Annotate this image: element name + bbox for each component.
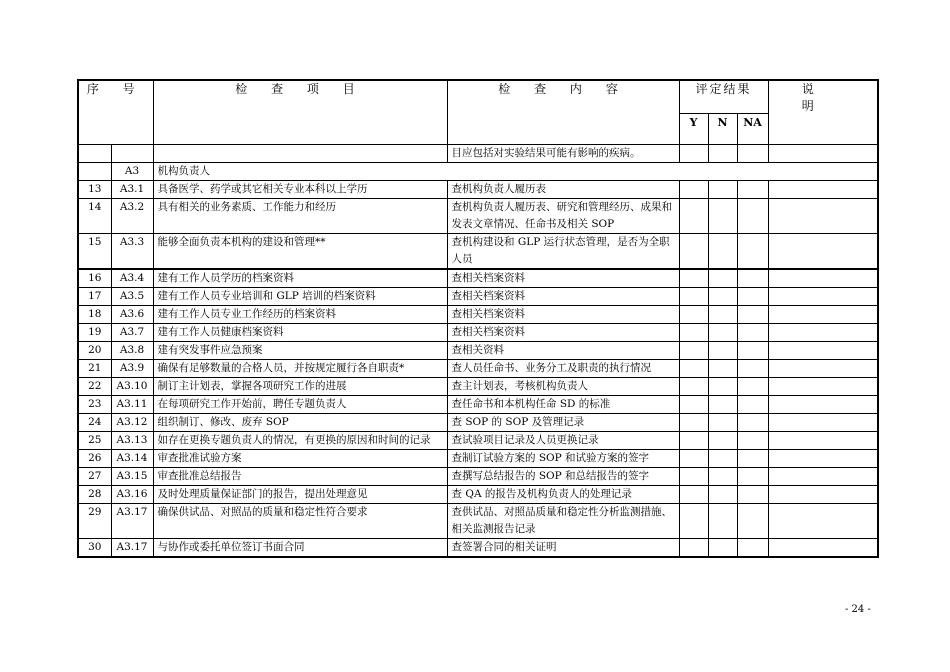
row-result-na (737, 538, 768, 557)
row-item: 具备医学、药学或其它相关专业本科以上学历 (153, 180, 447, 198)
row-code: A3.3 (111, 233, 153, 269)
row-code: A3.9 (111, 359, 153, 377)
row-result-y (679, 395, 708, 413)
row-result-na (737, 323, 768, 341)
header-result: 评定结果 (679, 80, 768, 113)
row-note (768, 233, 878, 269)
row-content: 查人员任命书、业务分工及职责的执行情况 (447, 359, 679, 377)
row-code: A3.11 (111, 395, 153, 413)
table-row (78, 341, 878, 359)
row-item: 如存在更换专题负责人的情况，有更换的原因和时间的记录 (153, 431, 447, 449)
row-result-n (708, 377, 737, 395)
row-number: 13 (78, 180, 111, 198)
row-result-n (708, 359, 737, 377)
header-note: 说 明 (768, 80, 878, 144)
row-content: 查主计划表，考核机构负责人 (447, 377, 679, 395)
row-item: 具有相关的业务素质、工作能力和经历 (153, 198, 447, 233)
row-result-n (708, 198, 737, 233)
row-result-na (737, 269, 768, 288)
row-result-n (708, 467, 737, 485)
row-content: 查相关档案资料 (447, 323, 679, 341)
row-number: 15 (78, 233, 111, 269)
row-note (768, 413, 878, 431)
row-content: 查机构负责人履历表、研究和管理经历、成果和发表文章情况、任命书及相关 SOP (447, 198, 679, 233)
table-row (78, 538, 878, 557)
row-note (768, 323, 878, 341)
row-item: 建有突发事件应急预案 (153, 341, 447, 359)
row-content: 查相关档案资料 (447, 305, 679, 323)
row-result-y (679, 269, 708, 288)
row-result-y (679, 233, 708, 269)
row-number: 24 (78, 413, 111, 431)
row-content: 查试验项目记录及人员更换记录 (447, 431, 679, 449)
row-note (768, 467, 878, 485)
row-result-n (708, 503, 737, 538)
row-item: 建有工作人员学历的档案资料 (153, 269, 447, 288)
row-note (768, 377, 878, 395)
row-result-n (708, 305, 737, 323)
row-code: A3.12 (111, 413, 153, 431)
row-result-na (737, 503, 768, 538)
row-item: 在每项研究工作开始前，聘任专题负责人 (153, 395, 447, 413)
row-result-n (708, 233, 737, 269)
table-row (78, 485, 878, 503)
row-note (768, 198, 878, 233)
row-content: 查任命书和本机构任命 SD 的标准 (447, 395, 679, 413)
row-result-y (679, 359, 708, 377)
table-row (78, 323, 878, 341)
continuation-row (78, 144, 878, 162)
row-content: 查 QA 的报告及机构负责人的处理记录 (447, 485, 679, 503)
table-row (78, 503, 878, 538)
section-code: A3 (111, 162, 153, 180)
row-result-na (737, 359, 768, 377)
row-note (768, 359, 878, 377)
row-result-y (679, 485, 708, 503)
row-note (768, 395, 878, 413)
header-result-na: NA (737, 113, 768, 144)
table-row (78, 305, 878, 323)
row-number: 17 (78, 287, 111, 305)
row-number: 27 (78, 467, 111, 485)
row-result-n (708, 449, 737, 467)
row-result-na (737, 287, 768, 305)
section-title: 机构负责人 (153, 162, 878, 180)
row-number: 28 (78, 485, 111, 503)
row-code: A3.16 (111, 485, 153, 503)
row-content: 查撰写总结报告的 SOP 和总结报告的签字 (447, 467, 679, 485)
row-number: 29 (78, 503, 111, 538)
row-content: 查相关档案资料 (447, 269, 679, 288)
row-result-y (679, 413, 708, 431)
row-note (768, 538, 878, 557)
row-result-na (737, 449, 768, 467)
row-result-n (708, 538, 737, 557)
row-item: 制订主计划表，掌握各项研究工作的进展 (153, 377, 447, 395)
row-result-n (708, 269, 737, 288)
row-code: A3.4 (111, 269, 153, 288)
row-content: 查 SOP 的 SOP 及管理记录 (447, 413, 679, 431)
row-number: 19 (78, 323, 111, 341)
row-result-na (737, 485, 768, 503)
inspection-checklist-table (77, 79, 879, 558)
row-number: 30 (78, 538, 111, 557)
row-result-na (737, 341, 768, 359)
row-number: 18 (78, 305, 111, 323)
row-code: A3.17 (111, 503, 153, 538)
row-result-y (679, 305, 708, 323)
row-code: A3.8 (111, 341, 153, 359)
row-number: 23 (78, 395, 111, 413)
table-row (78, 395, 878, 413)
row-number: 22 (78, 377, 111, 395)
row-code: A3.13 (111, 431, 153, 449)
table-row (78, 269, 878, 288)
row-result-n (708, 341, 737, 359)
row-item: 建有工作人员专业工作经历的档案资料 (153, 305, 447, 323)
row-result-y (679, 467, 708, 485)
row-result-na (737, 305, 768, 323)
row-code: A3.17 (111, 538, 153, 557)
row-result-y (679, 503, 708, 538)
row-content: 查机构负责人履历表 (447, 180, 679, 198)
table-row (78, 359, 878, 377)
header-row-1 (78, 80, 878, 113)
row-result-y (679, 341, 708, 359)
row-note (768, 449, 878, 467)
row-result-n (708, 431, 737, 449)
row-item: 审查批准总结报告 (153, 467, 447, 485)
row-code: A3.7 (111, 323, 153, 341)
row-note (768, 503, 878, 538)
table-row (78, 377, 878, 395)
row-number: 26 (78, 449, 111, 467)
row-result-na (737, 180, 768, 198)
row-content: 查签署合同的相关证明 (447, 538, 679, 557)
row-note (768, 305, 878, 323)
row-result-y (679, 377, 708, 395)
continuation-text: 目应包括对实验结果可能有影响的疾病。 (447, 144, 679, 162)
header-result-y: Y (679, 113, 708, 144)
row-result-y (679, 538, 708, 557)
table-row (78, 467, 878, 485)
row-result-na (737, 413, 768, 431)
row-code: A3.5 (111, 287, 153, 305)
row-item: 建有工作人员健康档案资料 (153, 323, 447, 341)
row-result-y (679, 287, 708, 305)
row-note (768, 341, 878, 359)
header-result-n: N (708, 113, 737, 144)
row-result-n (708, 485, 737, 503)
row-content: 查相关档案资料 (447, 287, 679, 305)
table-row (78, 287, 878, 305)
row-content: 查制订试验方案的 SOP 和试验方案的签字 (447, 449, 679, 467)
section-row (78, 162, 878, 180)
row-item: 与协作或委托单位签订书面合同 (153, 538, 447, 557)
row-item: 审查批准试验方案 (153, 449, 447, 467)
row-result-na (737, 467, 768, 485)
row-item: 确保供试品、对照品的质量和稳定性符合要求 (153, 503, 447, 538)
row-result-na (737, 233, 768, 269)
row-code: A3.14 (111, 449, 153, 467)
row-number: 20 (78, 341, 111, 359)
table-row (78, 413, 878, 431)
row-result-n (708, 287, 737, 305)
row-result-na (737, 377, 768, 395)
row-code: A3.10 (111, 377, 153, 395)
row-note (768, 269, 878, 288)
row-result-na (737, 395, 768, 413)
row-number: 14 (78, 198, 111, 233)
table-row (78, 233, 878, 269)
row-result-n (708, 323, 737, 341)
table-row (78, 431, 878, 449)
row-content: 查机构建设和 GLP 运行状态管理，是否为全职人员 (447, 233, 679, 269)
row-code: A3.1 (111, 180, 153, 198)
row-result-y (679, 198, 708, 233)
row-content: 查相关资料 (447, 341, 679, 359)
row-result-na (737, 198, 768, 233)
header-seq: 序 号 (78, 80, 153, 144)
table-row (78, 198, 878, 233)
row-result-n (708, 180, 737, 198)
row-result-n (708, 395, 737, 413)
row-item: 建有工作人员专业培训和 GLP 培训的档案资料 (153, 287, 447, 305)
row-note (768, 180, 878, 198)
row-item: 能够全面负责本机构的建设和管理** (153, 233, 447, 269)
row-result-y (679, 449, 708, 467)
table-row (78, 449, 878, 467)
row-item: 组织制订、修改、废弃 SOP (153, 413, 447, 431)
row-result-y (679, 431, 708, 449)
row-note (768, 485, 878, 503)
row-note (768, 431, 878, 449)
row-code: A3.2 (111, 198, 153, 233)
table-row (78, 180, 878, 198)
header-item: 检 查 项 目 (153, 80, 447, 144)
row-item: 及时处理质量保证部门的报告，提出处理意见 (153, 485, 447, 503)
row-result-y (679, 180, 708, 198)
row-number: 25 (78, 431, 111, 449)
row-result-y (679, 323, 708, 341)
header-content: 检 查 内 容 (447, 80, 679, 144)
row-number: 16 (78, 269, 111, 288)
row-note (768, 287, 878, 305)
row-item: 确保有足够数量的合格人员，并按规定履行各自职责* (153, 359, 447, 377)
row-result-n (708, 413, 737, 431)
row-number: 21 (78, 359, 111, 377)
row-result-na (737, 431, 768, 449)
row-code: A3.6 (111, 305, 153, 323)
page-number: - 24 - (845, 604, 871, 615)
row-code: A3.15 (111, 467, 153, 485)
row-content: 查供试品、对照品质量和稳定性分析监测措施、相关监测报告记录 (447, 503, 679, 538)
